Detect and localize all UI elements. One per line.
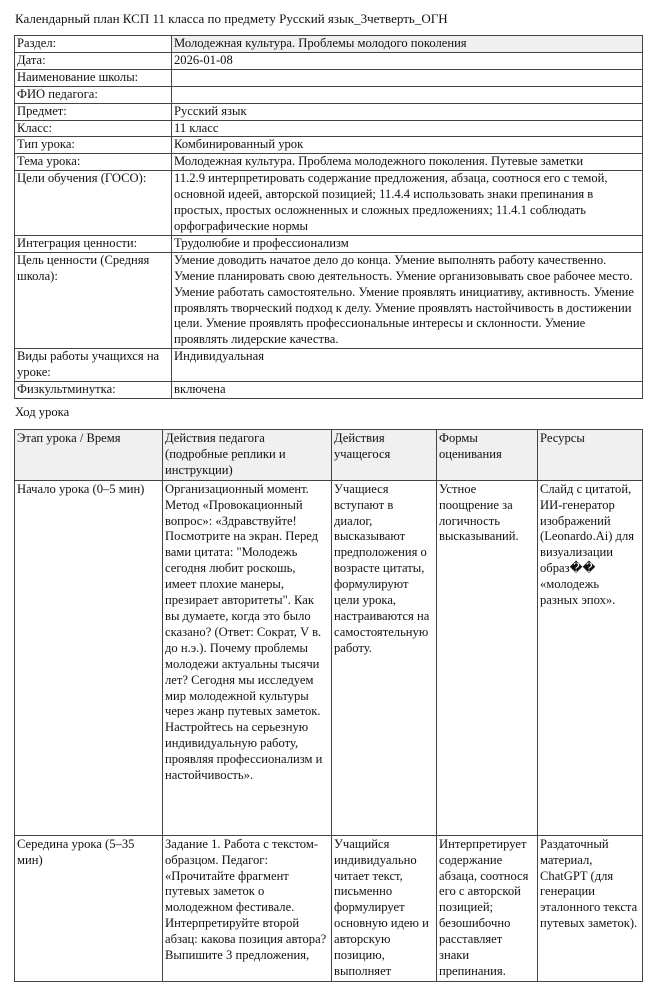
info-row: [15, 171, 643, 236]
info-label: Предмет:: [15, 103, 172, 120]
resources-cell: Слайд с цитатой, ИИ-генератор изображений (Leonardo.Ai) для визуализации образ�� «молодежь разных эпох».: [538, 480, 643, 835]
info-value: Русский язык: [172, 103, 643, 120]
info-row: [15, 137, 643, 154]
lesson-info-table: [14, 35, 643, 399]
info-value: Трудолюбие и профессионализм: [172, 235, 643, 252]
stage-cell: Начало урока (0–5 мин): [15, 480, 163, 835]
info-value: 11.2.9 интерпретировать содержание предложения, абзаца, соотнося его с темой, основной идеей, авторской позицией; 11.4.4 использовать знаки препинания в простых, простых осложненных и сложных предложениях; 11.4.1 соблюдать орфографические нормы: [172, 171, 643, 236]
lesson-info-body: [15, 36, 643, 399]
column-header-resources: Ресурсы: [538, 430, 643, 481]
assessment-cell: Интерпретирует содержание абзаца, соотнося его с авторской позицией; безошибочно расставляет знаки препинания.: [437, 835, 538, 981]
info-row: [15, 86, 643, 103]
info-value: 2026-01-08: [172, 52, 643, 69]
student-actions-cell: Учащиеся вступают в диалог, высказывают предположения о возрасте цитаты, формулируют цели урока, настраиваются на самостоятельную работу.: [332, 480, 437, 835]
info-row: [15, 349, 643, 382]
info-label: ФИО педагога:: [15, 86, 172, 103]
column-header-assessment: Формы оценивания: [437, 430, 538, 481]
resources-cell: Раздаточный материал, ChatGPT (для генерации эталонного текста путевых заметок).: [538, 835, 643, 981]
info-row: [15, 52, 643, 69]
info-value: Умение доводить начатое дело до конца. Умение выполнять работу качественно. Умение планировать свою деятельность. Умение организовывать свое рабочее место. Умение работать самостоятельно. Умение проявлять инициативу, активность. Умение проявлять творческий подход к делу. Умение проявлять настойчивость в достижении цели. Умение проявлять профессиональные интересы и склонности. Умение проявлять лидерские качества.: [172, 252, 643, 348]
info-row: [15, 252, 643, 348]
info-row: [15, 235, 643, 252]
teacher-actions-cell: Задание 1. Работа с текстом-образцом. Педагог: «Прочитайте фрагмент путевых заметок о молодежном фестивале. Интерпретируйте второй абзац: какова позиция автора? Выпишите 3 предложения,: [163, 835, 332, 981]
info-value: 11 класс: [172, 120, 643, 137]
lesson-progress-heading: Ход урока: [15, 405, 70, 419]
info-row: [15, 154, 643, 171]
assessment-cell: Устное поощрение за логичность высказываний.: [437, 480, 538, 835]
document-title: Календарный план КСП 11 класса по предмету Русский язык_3четверть_ОГН: [15, 11, 448, 26]
info-label: Раздел:: [15, 36, 172, 53]
lesson-table-header-row: [15, 430, 643, 481]
info-row: [15, 36, 643, 53]
lesson-progress-table: [14, 429, 643, 982]
info-value: Молодежная культура. Проблема молодежного поколения. Путевые заметки: [172, 154, 643, 171]
column-header-teacher-actions: Действия педагога (подробные реплики и инструкции): [163, 430, 332, 481]
teacher-actions-cell: Организационный момент. Метод «Провокационный вопрос»: «Здравствуйте! Посмотрите на экран. Перед вами цитата: "Молодежь сегодня любит роскошь, имеет плохие манеры, презирает авторитеты". Как вы думаете, когда это было сказано? (Ответ: Сократ, V в. до н.э.). Почему проблемы молодежи актуальны тысячи лет? Сегодня мы исследуем мир молодежной культуры через жанр путевых заметок. Настройтесь на серьезную индивидуальную работу, проявляя профессионализм и настойчивость».: [163, 480, 332, 835]
info-value: Комбинированный урок: [172, 137, 643, 154]
info-label: Тип урока:: [15, 137, 172, 154]
info-label: Наименование школы:: [15, 69, 172, 86]
stage-cell: Середина урока (5–35 мин): [15, 835, 163, 981]
info-label: Цель ценности (Средняя школа):: [15, 252, 172, 348]
info-value: Индивидуальная: [172, 349, 643, 382]
student-actions-cell: Учащийся индивидуально читает текст, письменно формулирует основную идею и авторскую позицию, выполняет: [332, 835, 437, 981]
info-value: [172, 86, 643, 103]
lesson-stage-row: [15, 480, 643, 835]
info-label: Физкультминутка:: [15, 382, 172, 399]
lesson-progress-body: [15, 430, 643, 982]
lesson-stage-row: [15, 835, 643, 981]
info-row: [15, 382, 643, 399]
info-label: Класс:: [15, 120, 172, 137]
info-label: Дата:: [15, 52, 172, 69]
info-value: включена: [172, 382, 643, 399]
info-label: Тема урока:: [15, 154, 172, 171]
info-label: Интеграция ценности:: [15, 235, 172, 252]
info-value: Молодежная культура. Проблемы молодого поколения: [172, 36, 643, 53]
column-header-student-actions: Действия учащегося: [332, 430, 437, 481]
info-value: [172, 69, 643, 86]
column-header-stage: Этап урока / Время: [15, 430, 163, 481]
info-row: [15, 103, 643, 120]
info-label: Цели обучения (ГОСО):: [15, 171, 172, 236]
info-label: Виды работы учащихся на уроке:: [15, 349, 172, 382]
info-row: [15, 69, 643, 86]
info-row: [15, 120, 643, 137]
